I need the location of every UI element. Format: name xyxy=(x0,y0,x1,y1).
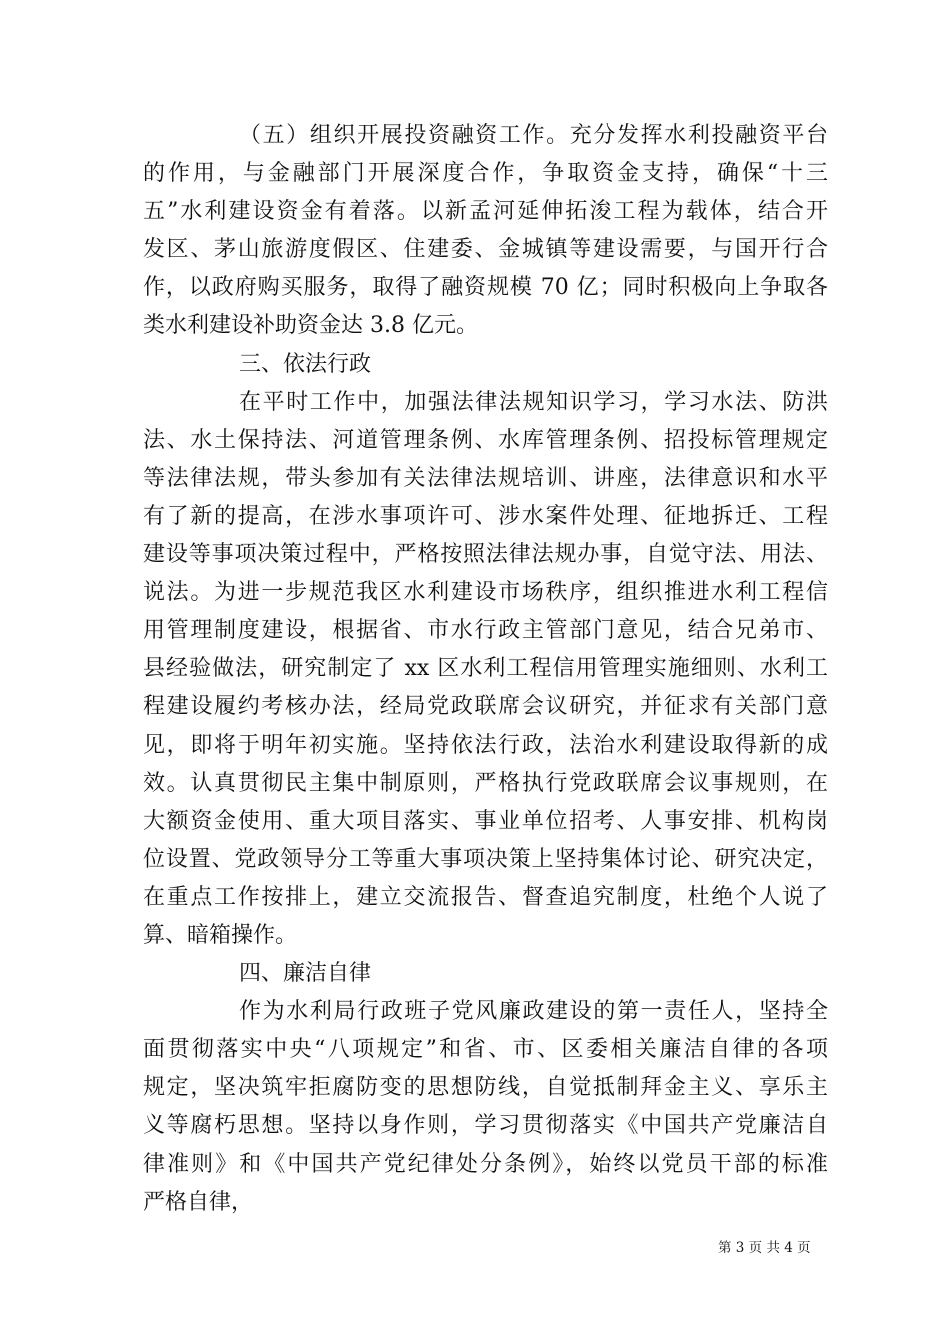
page-number: 第 3 页 共 4 页 xyxy=(718,1240,811,1256)
text-line: 律准则》和《中国共产党纪律处分条例》，始终以党员干部的标准 xyxy=(143,1151,828,1177)
text-line: 作，以政府购买服务，取得了融资规模 70 亿；同时积极向上争取各 xyxy=(143,275,828,301)
text-line: 算、暗箱操作。 xyxy=(143,922,298,948)
text-line: 法、水土保持法、河道管理条例、水库管理条例、招投标管理规定 xyxy=(143,427,828,453)
text-line: 程建设履约考核办法，经局党政联席会议研究，并征求有关部门意 xyxy=(143,694,828,720)
text-line: 四、廉洁自律 xyxy=(239,961,372,987)
text-line: 五”水利建设资金有着落。以新孟河延伸拓浚工程为载体，结合开 xyxy=(143,199,828,225)
text-line: 三、依法行政 xyxy=(239,351,372,377)
text-line: 大额资金使用、重大项目落实、事业单位招考、人事安排、机构岗 xyxy=(143,808,828,834)
body-text xyxy=(143,117,828,1222)
text-line: 面贯彻落实中央“八项规定”和省、市、区委相关廉洁自律的各项 xyxy=(143,1037,828,1063)
text-line: 义等腐朽思想。坚持以身作则，学习贯彻落实《中国共产党廉洁自 xyxy=(143,1113,828,1139)
text-line: 见，即将于明年初实施。坚持依法行政，法治水利建设取得新的成 xyxy=(143,732,828,758)
text-line: 的作用，与金融部门开展深度合作，争取资金支持，确保“十三 xyxy=(143,161,828,187)
text-line: 在平时工作中，加强法律法规知识学习，学习水法、防洪 xyxy=(239,389,828,415)
text-line: 发区、茅山旅游度假区、住建委、金城镇等建设需要，与国开行合 xyxy=(143,237,828,263)
text-line: 在重点工作按排上，建立交流报告、督查追究制度，杜绝个人说了 xyxy=(143,884,828,910)
text-line: 有了新的提高，在涉水事项许可、涉水案件处理、征地拆迁、工程 xyxy=(143,503,828,529)
text-line: 类水利建设补助资金达 3.8 亿元。 xyxy=(143,313,478,339)
text-line: 规定，坚决筑牢拒腐防变的思想防线，自觉抵制拜金主义、享乐主 xyxy=(143,1075,828,1101)
text-line: 说法。为进一步规范我区水利建设市场秩序，组织推进水利工程信 xyxy=(143,580,828,606)
text-line: 用管理制度建设，根据省、市水行政主管部门意见，结合兄弟市、 xyxy=(143,618,828,644)
text-line: 建设等事项决策过程中，严格按照法律法规办事，自觉守法、用法、 xyxy=(143,542,828,568)
text-line: 位设置、党政领导分工等重大事项决策上坚持集体讨论、研究决定， xyxy=(143,846,828,872)
text-line: （五）组织开展投资融资工作。充分发挥水利投融资平台 xyxy=(239,123,828,148)
text-line: 效。认真贯彻民主集中制原则，严格执行党政联席会议事规则，在 xyxy=(143,770,828,796)
text-line: 等法律法规，带头参加有关法律法规培训、讲座，法律意识和水平 xyxy=(143,465,828,491)
text-line: 严格自律， xyxy=(143,1189,254,1215)
text-line: 作为水利局行政班子党风廉政建设的第一责任人，坚持全 xyxy=(239,999,828,1025)
text-line: 县经验做法，研究制定了 xx 区水利工程信用管理实施细则、水利工 xyxy=(143,656,828,682)
